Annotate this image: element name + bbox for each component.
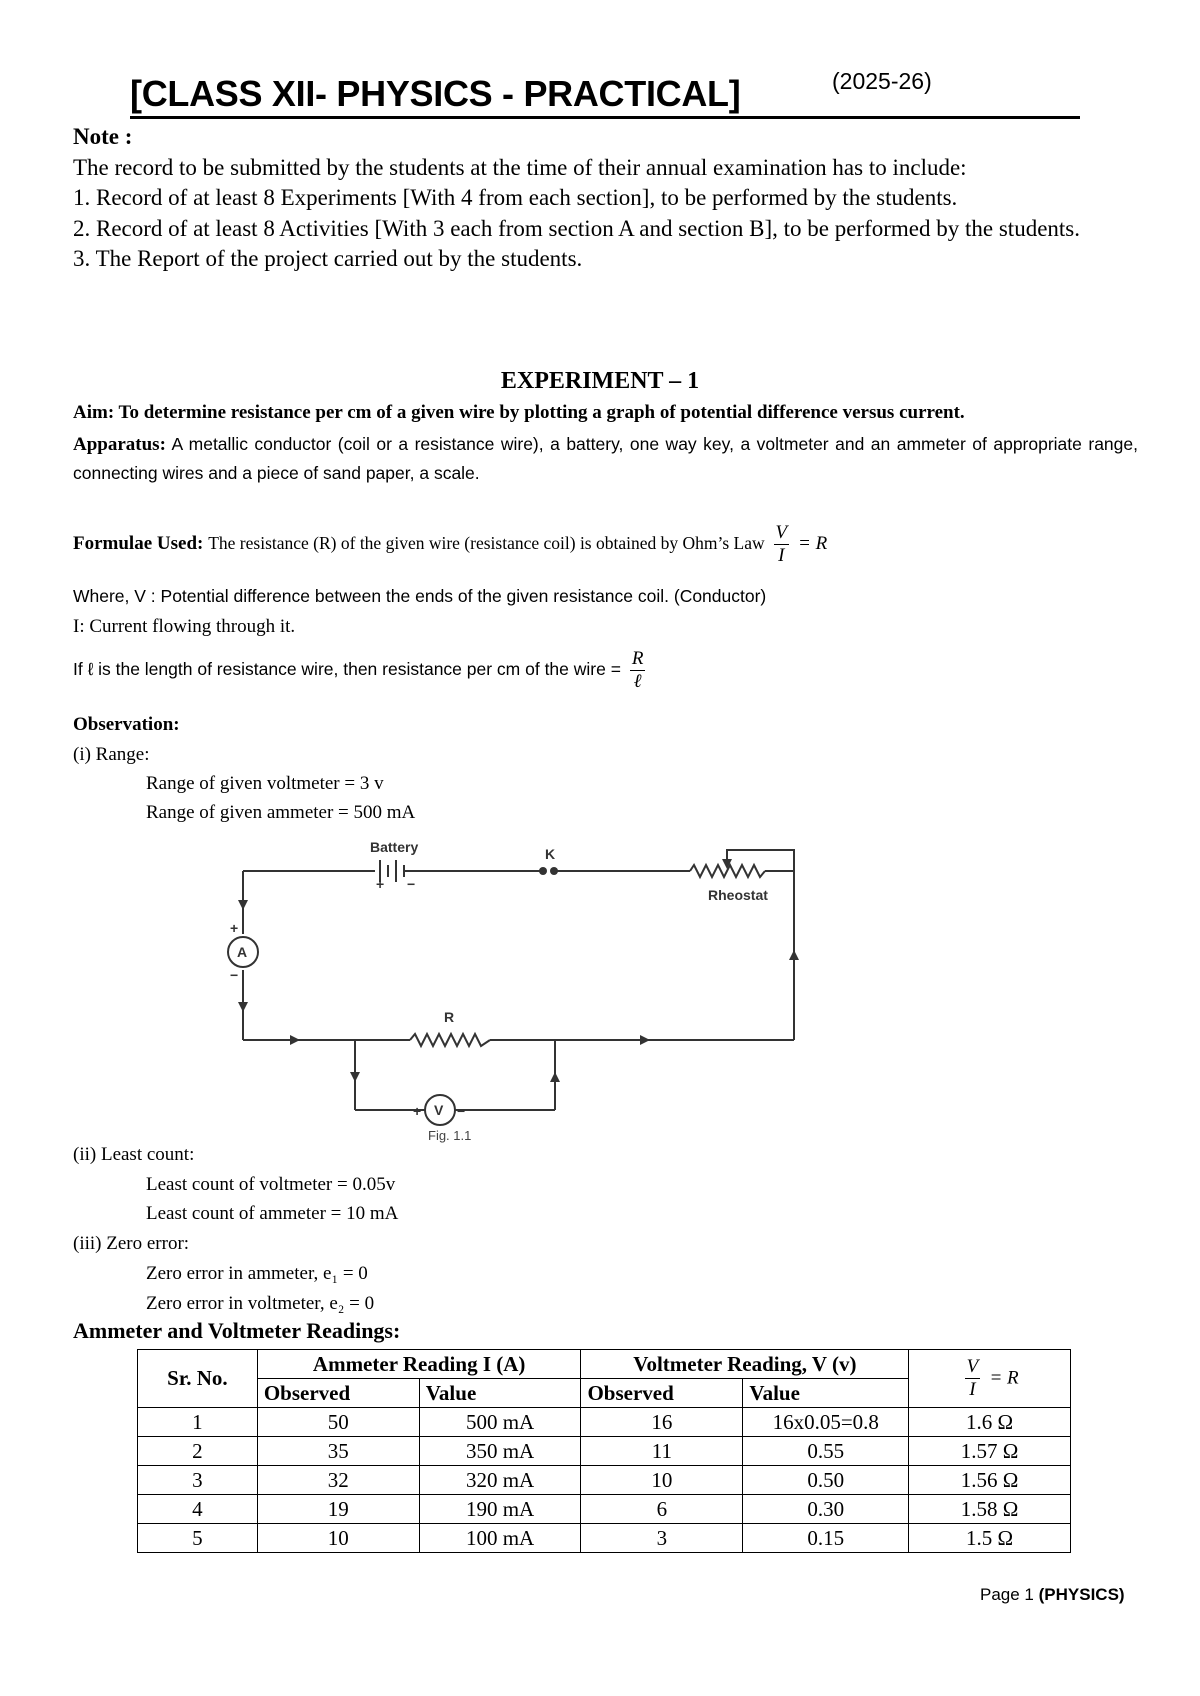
formulae-label: Formulae Used: xyxy=(73,533,204,555)
rheostat-slider-wire xyxy=(727,850,794,871)
note-item: 2. Record of at least 8 Activities [With 3 each from section A and section B], to be performed by the students. xyxy=(73,215,1080,241)
cell-ammeter-observed: 32 xyxy=(257,1466,419,1495)
voltmeter-plus-sign: + xyxy=(413,1103,422,1119)
academic-year: (2025-26) xyxy=(832,68,932,94)
cell-voltmeter-observed: 11 xyxy=(581,1437,743,1466)
ammeter-label: A xyxy=(237,944,248,960)
apparatus-paragraph xyxy=(73,430,1138,488)
current-arrow xyxy=(238,1002,248,1012)
battery-label: Battery xyxy=(370,839,419,855)
cell-ammeter-observed: 35 xyxy=(257,1437,419,1466)
where-i-line: I: Current flowing through it. xyxy=(73,616,296,637)
ohm-fraction xyxy=(774,522,790,567)
current-arrow xyxy=(290,1035,300,1045)
cell-ammeter-value: 100 mA xyxy=(419,1524,581,1553)
cell-voltmeter-value: 0.50 xyxy=(743,1466,909,1495)
fraction-denominator: ℓ xyxy=(633,671,642,692)
cell-ammeter-value: 320 mA xyxy=(419,1466,581,1495)
range-voltmeter: Range of given voltmeter = 3 v xyxy=(146,773,384,794)
current-arrow xyxy=(550,1072,560,1082)
note-heading: Note : xyxy=(73,124,133,149)
table-row xyxy=(138,1466,1071,1495)
cell-ammeter-value: 190 mA xyxy=(419,1495,581,1524)
cell-resistance: 1.57 Ω xyxy=(909,1437,1071,1466)
cell-voltmeter-observed: 16 xyxy=(581,1408,743,1437)
current-arrow xyxy=(350,1072,360,1082)
rheostat-label: Rheostat xyxy=(708,887,768,903)
current-arrow xyxy=(789,950,799,960)
experiment-aim: Aim: To determine resistance per cm of a given wire by plotting a graph of potential difference versus current. xyxy=(73,402,965,423)
experiment-title: EXPERIMENT – 1 xyxy=(500,368,700,394)
footer-subject: (PHYSICS) xyxy=(1038,1585,1125,1604)
cell-ammeter-observed: 50 xyxy=(257,1408,419,1437)
note-intro: The record to be submitted by the students at the time of their annual examination has to include: xyxy=(73,154,967,180)
current-arrow xyxy=(238,900,248,910)
zero-error-heading: (iii) Zero error: xyxy=(73,1233,190,1254)
ammeter-minus-sign: − xyxy=(230,967,239,983)
fraction-denominator: I xyxy=(969,1379,976,1400)
formulae-line xyxy=(73,522,827,567)
ammeter-plus-sign: + xyxy=(230,920,239,936)
header-underline xyxy=(130,116,1080,119)
cell-ammeter-value: 500 mA xyxy=(419,1408,581,1437)
table-row xyxy=(138,1524,1071,1553)
readings-table xyxy=(137,1349,1071,1553)
resistance-per-cm-text: If ℓ is the length of resistance wire, then resistance per cm of the wire = xyxy=(73,659,621,680)
subheader-observed: Observed xyxy=(581,1379,743,1408)
resistor-label: R xyxy=(444,1009,455,1025)
page-header xyxy=(130,68,1080,126)
page-number: Page 1 xyxy=(980,1585,1034,1604)
fraction-numerator: V xyxy=(775,522,788,543)
cell-voltmeter-observed: 10 xyxy=(581,1466,743,1495)
cell-voltmeter-value: 0.55 xyxy=(743,1437,909,1466)
cell-voltmeter-observed: 6 xyxy=(581,1495,743,1524)
cell-resistance: 1.6 Ω xyxy=(909,1408,1071,1437)
cell-resistance: 1.5 Ω xyxy=(909,1524,1071,1553)
cell-ammeter-observed: 19 xyxy=(257,1495,419,1524)
where-v-line: Where, V : Potential difference between the ends of the given resistance coil. (Conductor) xyxy=(73,586,767,606)
least-count-ammeter: Least count of ammeter = 10 mA xyxy=(146,1203,399,1224)
least-count-voltmeter: Least count of voltmeter = 0.05v xyxy=(146,1174,396,1195)
range-heading: (i) Range: xyxy=(73,744,150,765)
page-title: [CLASS XII- PHYSICS - PRACTICAL] xyxy=(130,73,741,114)
voltmeter-label: V xyxy=(434,1102,444,1118)
v-over-i-fraction xyxy=(965,1356,981,1401)
fraction-numerator: R xyxy=(631,648,644,669)
column-header-sr: Sr. No. xyxy=(138,1350,258,1408)
cell-resistance: 1.58 Ω xyxy=(909,1495,1071,1524)
voltmeter-minus-sign: − xyxy=(457,1103,466,1119)
subheader-value: Value xyxy=(743,1379,909,1408)
fraction-denominator: I xyxy=(778,545,785,566)
cell-sr: 3 xyxy=(138,1466,258,1495)
table-row xyxy=(138,1408,1071,1437)
column-header-resistance xyxy=(909,1350,1071,1408)
cell-sr: 5 xyxy=(138,1524,258,1553)
circuit-diagram xyxy=(220,832,800,1148)
fraction-numerator: V xyxy=(966,1356,979,1377)
table-header-row xyxy=(138,1350,1071,1379)
battery-minus-sign: − xyxy=(407,876,416,892)
table-row xyxy=(138,1437,1071,1466)
cell-ammeter-value: 350 mA xyxy=(419,1437,581,1466)
table-title: Ammeter and Voltmeter Readings: xyxy=(73,1318,401,1343)
subheader-observed: Observed xyxy=(257,1379,419,1408)
zero-error-voltmeter: Zero error in voltmeter, e₂ = 0 xyxy=(146,1293,375,1314)
table-row xyxy=(138,1495,1071,1524)
key-label: K xyxy=(545,846,556,862)
figure-caption: Fig. 1.1 xyxy=(428,1128,472,1143)
apparatus-label: Apparatus: xyxy=(73,434,166,455)
observation-heading: Observation: xyxy=(73,714,180,735)
resistance-per-cm-line xyxy=(73,648,649,693)
formulae-text: The resistance (R) of the given wire (resistance coil) is obtained by Ohm’s Law xyxy=(208,533,765,554)
least-count-heading: (ii) Least count: xyxy=(73,1144,195,1165)
note-item: 3. The Report of the project carried out by the students. xyxy=(73,246,583,271)
column-header-ammeter: Ammeter Reading I (A) xyxy=(257,1350,581,1379)
resistor-zigzag xyxy=(410,1034,490,1046)
column-header-voltmeter: Voltmeter Reading, V (v) xyxy=(581,1350,909,1379)
zero-error-ammeter: Zero error in ammeter, e₁ = 0 xyxy=(146,1263,368,1284)
cell-voltmeter-value: 0.15 xyxy=(743,1524,909,1553)
page-footer xyxy=(980,1585,1125,1605)
apparatus-text: A metallic conductor (coil or a resistance wire), a battery, one way key, a voltmeter and an ammeter of appropriate range, connecting wires and a piece of sand paper, a scale. xyxy=(73,434,1138,483)
current-arrow xyxy=(640,1035,650,1045)
cell-sr: 4 xyxy=(138,1495,258,1524)
note-section xyxy=(73,122,1143,275)
cell-sr: 1 xyxy=(138,1408,258,1437)
key-terminal xyxy=(539,867,547,875)
cell-voltmeter-value: 16x0.05=0.8 xyxy=(743,1408,909,1437)
note-item: 1. Record of at least 8 Experiments [With 4 from each section], to be performed by the students. xyxy=(73,185,958,210)
resistance-result: = R xyxy=(989,1367,1019,1389)
cell-ammeter-observed: 10 xyxy=(257,1524,419,1553)
cell-resistance: 1.56 Ω xyxy=(909,1466,1071,1495)
battery-plus-sign: + xyxy=(376,876,385,892)
key-terminal xyxy=(550,867,558,875)
range-ammeter: Range of given ammeter = 500 mA xyxy=(146,802,416,823)
cell-voltmeter-value: 0.30 xyxy=(743,1495,909,1524)
ohm-result: = R xyxy=(798,533,828,555)
r-over-l-fraction xyxy=(630,648,646,693)
subheader-value: Value xyxy=(419,1379,581,1408)
cell-sr: 2 xyxy=(138,1437,258,1466)
cell-voltmeter-observed: 3 xyxy=(581,1524,743,1553)
